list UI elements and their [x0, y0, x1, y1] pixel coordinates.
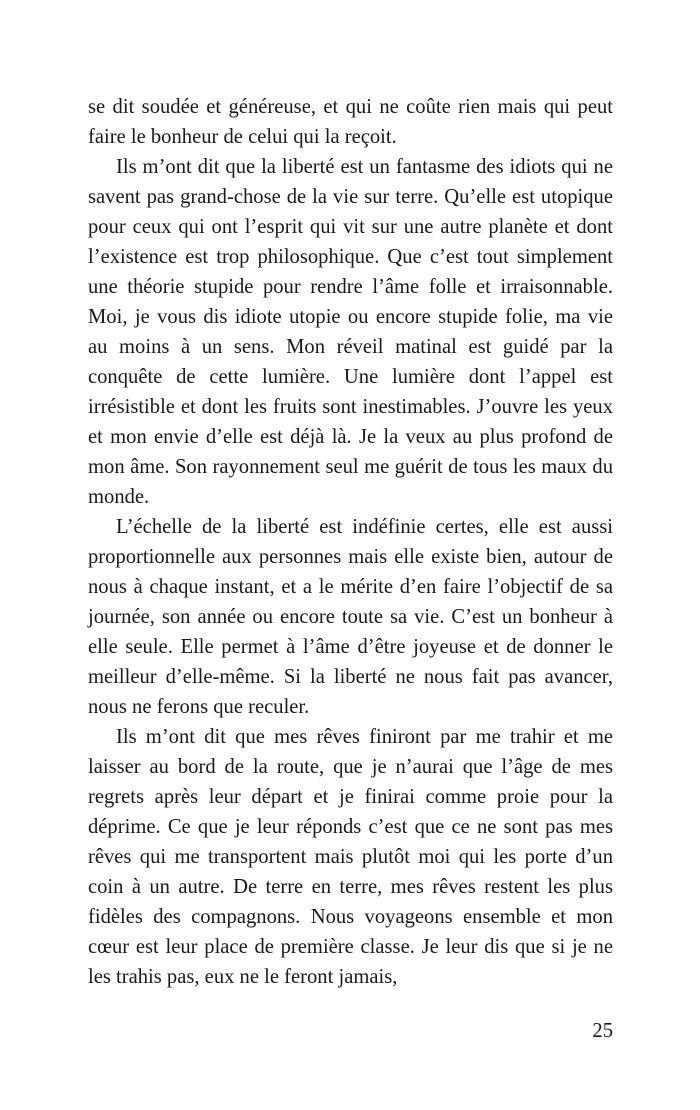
paragraph-3: L’échelle de la liberté est indéfinie certes, elle est aussi proportionnelle aux personnes mais elle existe bien, autour de nous à chaque instant, et a le mérite d’en faire l’objectif de sa journée, son année ou encore toute sa vie. C’est un bonheur à elle seule. Elle permet à l’âme d’être joyeuse et de donner le meilleur d’elle-même. Si la liberté ne nous fait pas avancer, nous ne ferons que reculer. — [88, 516, 613, 718]
body-text — [88, 92, 613, 992]
paragraph-1: se dit soudée et généreuse, et qui ne coûte rien mais qui peut faire le bonheur de celui qui la reçoit. — [88, 96, 613, 148]
paragraph-4: Ils m’ont dit que mes rêves finiront par me trahir et me laisser au bord de la route, que je n’aurai que l’âge de mes regrets après leur départ et je finirai comme proie pour la déprime. Ce que je leur réponds c’est que ce ne sont pas mes rêves qui me transportent mais plutôt moi qui les porte d’un coin à un autre. De terre en terre, mes rêves restent les plus fidèles des compagnons. Nous voyageons ensemble et mon cœur est leur place de première classe. Je leur dis que si je ne les trahis pas, eux ne le feront jamais, — [88, 726, 613, 988]
paragraph-2: Ils m’ont dit que la liberté est un fantasme des idiots qui ne savent pas grand-chose de la vie sur terre. Qu’elle est utopique pour ceux qui ont l’esprit qui vit sur une autre planète et dont l’existence est trop philosophique. Que c’est tout simplement une théorie stupide pour rendre l’âme folle et irraisonnable. Moi, je vous dis idiote utopie ou encore stupide folie, ma vie au moins à un sens. Mon réveil matinal est guidé par la conquête de cette lumière. Une lumière dont l’appel est irrésistible et dont les fruits sont inestimables. J’ouvre les yeux et mon envie d’elle est déjà là. Je la veux au plus profond de mon âme. Son rayonnement seul me guérit de tous les maux du monde. — [88, 156, 613, 508]
page-number: 25 — [592, 1020, 613, 1042]
